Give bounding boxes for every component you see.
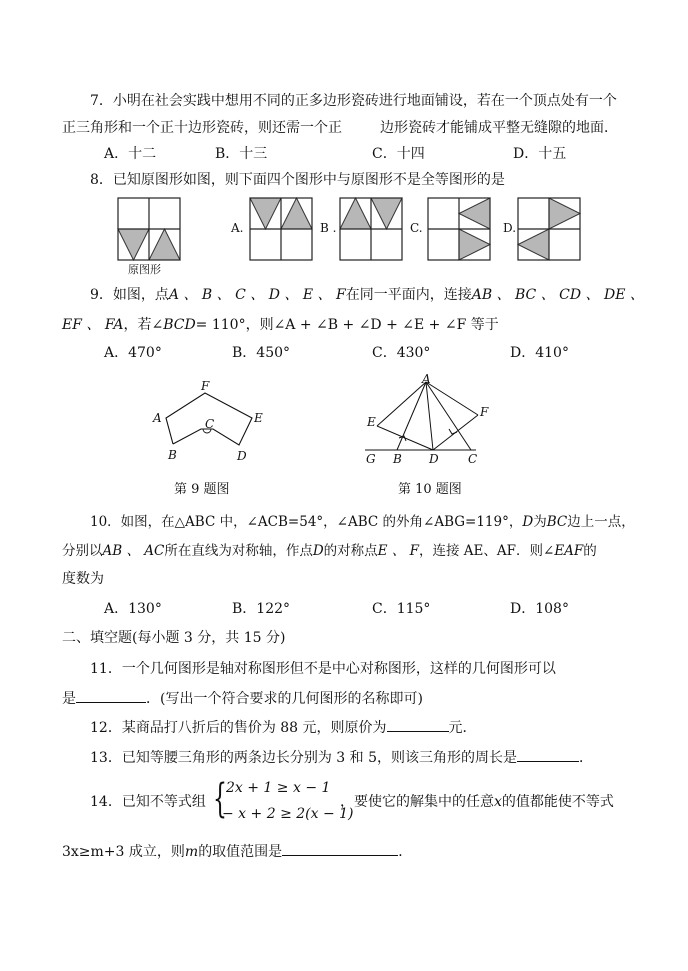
q7-line2 bbox=[62, 119, 618, 137]
q9-option-c: C．430° bbox=[372, 345, 431, 361]
q13-answer-blank[interactable] bbox=[517, 748, 579, 762]
q14-var: x bbox=[494, 794, 502, 810]
q12-answer-blank[interactable] bbox=[387, 718, 449, 732]
q9-line1-b: 在同一平面内，连接 bbox=[345, 287, 472, 303]
fig9 bbox=[145, 376, 275, 468]
q7-option-d: D．十五 bbox=[513, 146, 567, 162]
option-b-triangle-down bbox=[371, 198, 402, 229]
q8-original-figure bbox=[118, 198, 180, 260]
fig9-caption: 第 9 题图 bbox=[174, 482, 230, 497]
q10-option-a: A．130° bbox=[104, 601, 162, 617]
q14-intro: 14．已知不等式组 bbox=[90, 794, 206, 810]
q14-answer-blank[interactable] bbox=[282, 842, 398, 856]
q12-line bbox=[90, 718, 477, 737]
fig10-label-e: E bbox=[367, 415, 376, 429]
section2-title: 二、填空题(每小题 3 分，共 15 分) bbox=[62, 630, 286, 646]
q14-line1-rest bbox=[340, 793, 614, 811]
q11-line2 bbox=[62, 689, 423, 708]
q10-line1-b: D bbox=[522, 514, 534, 530]
q14-line2-d: ． bbox=[398, 844, 413, 860]
q12-text-b: 元． bbox=[448, 720, 477, 736]
q8-option-a-label: A. bbox=[231, 221, 244, 235]
q7-option-a: A．十二 bbox=[104, 146, 157, 162]
q9-points: A 、 B 、 C 、 D 、 E 、 F bbox=[168, 287, 346, 303]
q12-text-a: 12．某商品打八折后的售价为 88 元，则原价为 bbox=[90, 720, 387, 736]
q9-line2-c: BCD bbox=[163, 317, 196, 333]
q7-line1: 7．小明在社会实践中想用不同的正多边形瓷砖进行地面铺设，若在一个顶点处有一个 bbox=[90, 93, 617, 109]
q9-option-d: D．410° bbox=[510, 345, 569, 361]
fig10-label-g: G bbox=[366, 452, 376, 466]
q8-figures bbox=[110, 192, 590, 280]
q14-brace: { bbox=[213, 776, 227, 822]
fig10-label-c: C bbox=[468, 452, 478, 466]
q9-line2 bbox=[62, 316, 499, 334]
q10-line2-e: 的对称点 bbox=[323, 543, 378, 559]
q10-line1-c: 为 bbox=[533, 514, 547, 530]
q7-option-b: B．十三 bbox=[215, 146, 268, 162]
q10-line2-g: ，连接 AE、AF．则∠ bbox=[418, 543, 555, 559]
q14-ineq1: 2x + 1 ≥ x − 1 bbox=[226, 780, 331, 796]
option-a-triangle-up bbox=[281, 198, 312, 229]
fig9-label-b: B bbox=[168, 448, 177, 462]
q9-line1 bbox=[90, 286, 644, 304]
q7-line2-b: 边形瓷砖才能铺成平整无缝隙的地面． bbox=[380, 120, 618, 136]
fig9-label-f: F bbox=[201, 379, 210, 393]
fig9-label-a: A bbox=[153, 411, 162, 425]
q9-line1-a: 9．如图，点 bbox=[90, 287, 169, 303]
fig9-label-e: E bbox=[254, 411, 263, 425]
q10-line2-c: 所在直线为对称轴，作点 bbox=[164, 543, 313, 559]
q9-line2-d: = 110°，则∠A + ∠B + ∠D + ∠E + ∠F 等于 bbox=[195, 317, 499, 333]
q14-line2 bbox=[62, 842, 412, 861]
q10-line2-b: AB 、 AC bbox=[102, 543, 165, 559]
original-triangle-down bbox=[118, 229, 149, 260]
q8-option-d-figure bbox=[518, 198, 580, 260]
q14-line2-b: m bbox=[184, 844, 199, 860]
q10-option-b: B．122° bbox=[232, 601, 291, 617]
q8-text: 8．已知原图形如图，则下面四个图形中与原图形不是全等图形的是 bbox=[90, 172, 505, 188]
option-b-triangle-up bbox=[340, 198, 371, 229]
q11-line2-b: ．(写出一个符合要求的几何图形的名称即可) bbox=[146, 691, 423, 707]
q9-line2-b: ，若∠ bbox=[123, 317, 164, 333]
q10-line1-a: 10．如图，在△ABC 中，∠ACB=54°，∠ABC 的外角∠ABG=119°， bbox=[90, 514, 523, 530]
q13-text-a: 13．已知等腰三角形的两条边长分别为 3 和 5，则该三角形的周长是 bbox=[90, 750, 517, 766]
q8-option-a-figure bbox=[250, 198, 312, 260]
q13-text-b: ． bbox=[578, 750, 593, 766]
q13-line bbox=[90, 748, 593, 767]
q10-option-d: D．108° bbox=[510, 601, 569, 617]
option-c-triangle-left-top bbox=[459, 198, 490, 229]
option-d-triangle-right-top bbox=[549, 198, 580, 229]
q9-segments: AB 、 BC 、 CD 、 DE 、 bbox=[471, 287, 644, 303]
fig10-label-a: A bbox=[422, 374, 431, 386]
q9-line2-a: EF 、 FA bbox=[62, 317, 124, 333]
option-c-triangle-right-bottom bbox=[459, 229, 490, 260]
fig9-label-c: C bbox=[205, 417, 215, 431]
q8-option-c-figure bbox=[428, 198, 490, 260]
q14-ineq2: − x + 2 ≥ 2(x − 1) bbox=[222, 806, 354, 822]
q8-option-b-label: B . bbox=[320, 221, 337, 235]
fig10-lines bbox=[365, 382, 478, 450]
option-a-triangle-down bbox=[250, 198, 281, 229]
q10-line2-a: 分别以 bbox=[62, 543, 103, 559]
fig10-label-f: F bbox=[480, 405, 489, 419]
q9-option-b: B．450° bbox=[232, 345, 291, 361]
fig10-label-d: D bbox=[429, 452, 439, 466]
fig10-caption: 第 10 题图 bbox=[398, 482, 462, 497]
original-triangle-up bbox=[149, 229, 180, 260]
q14-text-c: 的值都能使不等式 bbox=[501, 794, 614, 810]
q11-line2-a: 是 bbox=[62, 691, 76, 707]
q11-answer-blank[interactable] bbox=[76, 689, 146, 703]
q14-line2-c: 的取值范围是 bbox=[198, 844, 283, 860]
q7-line2-a: 正三角形和一个正十边形瓷砖，则还需一个正 bbox=[62, 120, 342, 136]
q14-text-b: ，要使它的解集中的任意 bbox=[340, 794, 494, 810]
q8-option-d-label: D. bbox=[503, 221, 517, 235]
q10-line1-d: BC bbox=[546, 514, 568, 530]
fig9-label-d: D bbox=[237, 449, 247, 463]
fig10 bbox=[360, 374, 500, 468]
q10-line2-i: 的 bbox=[583, 543, 597, 559]
q10-option-c: C．115° bbox=[372, 601, 431, 617]
q8-option-b-figure bbox=[340, 198, 402, 260]
fig10-label-b: B bbox=[393, 452, 402, 466]
q10-line2-d: D bbox=[312, 543, 324, 559]
q10-line2-f: E 、 F bbox=[377, 543, 419, 559]
option-d-triangle-left-bottom bbox=[518, 229, 549, 260]
q8-option-c-label: C. bbox=[410, 221, 423, 235]
q8-original-caption: 原图形 bbox=[128, 263, 161, 276]
q9-option-a: A．470° bbox=[104, 345, 162, 361]
q10-line1-e: 边上一点， bbox=[567, 514, 635, 530]
q10-line2 bbox=[62, 542, 597, 560]
q10-line2-h: EAF bbox=[554, 543, 584, 559]
q7-option-c: C．十四 bbox=[372, 146, 425, 162]
q10-line1 bbox=[90, 513, 635, 531]
q11-line1: 11．一个几何图形是轴对称图形但不是中心对称图形，这样的几何图形可以 bbox=[90, 661, 556, 677]
q14-line2-a: 3x≥m+3 成立，则 bbox=[62, 844, 185, 860]
q10-line3: 度数为 bbox=[62, 571, 104, 587]
